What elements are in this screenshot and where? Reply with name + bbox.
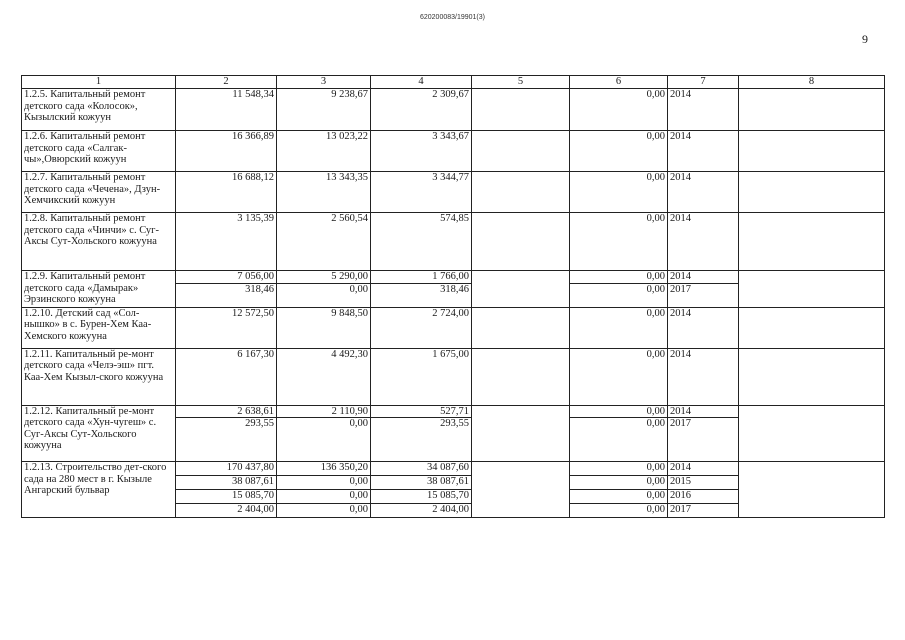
column-8-cell: [739, 348, 885, 405]
item-name-cell: 1.2.11. Капитальный ре-монт детского сада «Челэ-эш» пгт. Каа-Хем Кызыл-ского кожууна: [22, 348, 176, 405]
column-header: 7: [668, 76, 739, 89]
column-header: 6: [570, 76, 668, 89]
total-cell: 3 135,39: [176, 213, 277, 271]
federal-cell: 2 110,90: [277, 405, 371, 418]
column-header: 8: [739, 76, 885, 89]
regional-cell: 1 766,00: [371, 271, 472, 284]
total-cell: 318,46: [176, 283, 277, 307]
total-cell: 2 638,61: [176, 405, 277, 418]
regional-cell: 2 309,67: [371, 89, 472, 131]
federal-cell: 2 560,54: [277, 213, 371, 271]
year-cell: 2014: [668, 462, 739, 476]
year-cell: 2014: [668, 348, 739, 405]
table-row: [22, 348, 885, 405]
regional-cell: 3 343,67: [371, 131, 472, 172]
table-row: [22, 213, 885, 271]
column-6-cell: 0,00: [570, 462, 668, 476]
column-6-cell: 0,00: [570, 418, 668, 462]
column-header: 2: [176, 76, 277, 89]
column-header: 4: [371, 76, 472, 89]
federal-cell: 5 290,00: [277, 271, 371, 284]
item-name-cell: 1.2.7. Капитальный ремонт детского сада «Чечена», Дзун-Хемчикский кожуун: [22, 172, 176, 213]
regional-cell: 574,85: [371, 213, 472, 271]
column-5-cell: [472, 172, 570, 213]
year-cell: 2014: [668, 172, 739, 213]
federal-cell: 9 848,50: [277, 307, 371, 348]
year-cell: 2016: [668, 490, 739, 504]
column-6-cell: 0,00: [570, 490, 668, 504]
year-cell: 2017: [668, 418, 739, 462]
year-cell: 2014: [668, 213, 739, 271]
table-row: [22, 89, 885, 131]
regional-cell: 2 404,00: [371, 504, 472, 518]
column-8-cell: [739, 307, 885, 348]
table-body: [22, 89, 885, 518]
column-8-cell: [739, 172, 885, 213]
column-8-cell: [739, 213, 885, 271]
total-cell: 16 366,89: [176, 131, 277, 172]
column-6-cell: 0,00: [570, 348, 668, 405]
total-cell: 15 085,70: [176, 490, 277, 504]
item-name-cell: 1.2.6. Капитальный ремонт детского сада «Салгак-чы»,Овюрский кожуун: [22, 131, 176, 172]
year-cell: 2014: [668, 89, 739, 131]
table-row: [22, 172, 885, 213]
total-cell: 2 404,00: [176, 504, 277, 518]
item-name-cell: 1.2.5. Капитальный ремонт детского сада «Колосок», Кызылский кожуун: [22, 89, 176, 131]
column-6-cell: 0,00: [570, 271, 668, 284]
federal-cell: 4 492,30: [277, 348, 371, 405]
column-header: 3: [277, 76, 371, 89]
federal-cell: 0,00: [277, 504, 371, 518]
item-name-cell: 1.2.12. Капитальный ре-монт детского сада «Хун-чугеш» с. Суг-Аксы Сут-Хольского кожууна: [22, 405, 176, 462]
column-6-cell: 0,00: [570, 283, 668, 307]
year-cell: 2014: [668, 131, 739, 172]
column-6-cell: 0,00: [570, 476, 668, 490]
federal-cell: 0,00: [277, 283, 371, 307]
column-8-cell: [739, 131, 885, 172]
column-5-cell: [472, 307, 570, 348]
column-6-cell: 0,00: [570, 131, 668, 172]
item-name-cell: 1.2.9. Капитальный ремонт детского сада «Дамырак» Эрзинского кожууна: [22, 271, 176, 308]
table-row: [22, 307, 885, 348]
year-cell: 2014: [668, 271, 739, 284]
column-8-cell: [739, 405, 885, 462]
regional-cell: 1 675,00: [371, 348, 472, 405]
program-table: [21, 75, 885, 518]
year-cell: 2014: [668, 405, 739, 418]
column-8-cell: [739, 89, 885, 131]
regional-cell: 293,55: [371, 418, 472, 462]
federal-cell: 0,00: [277, 476, 371, 490]
header-row: [22, 76, 885, 89]
federal-cell: 9 238,67: [277, 89, 371, 131]
column-5-cell: [472, 89, 570, 131]
regional-cell: 15 085,70: [371, 490, 472, 504]
column-header: 1: [22, 76, 176, 89]
column-5-cell: [472, 462, 570, 518]
regional-cell: 34 087,60: [371, 462, 472, 476]
total-cell: 38 087,61: [176, 476, 277, 490]
column-5-cell: [472, 271, 570, 308]
year-cell: 2017: [668, 283, 739, 307]
page-number: 9: [862, 32, 868, 46]
column-5-cell: [472, 131, 570, 172]
regional-cell: 2 724,00: [371, 307, 472, 348]
regional-cell: 527,71: [371, 405, 472, 418]
column-6-cell: 0,00: [570, 405, 668, 418]
total-cell: 11 548,34: [176, 89, 277, 131]
federal-cell: 13 023,22: [277, 131, 371, 172]
column-5-cell: [472, 213, 570, 271]
regional-cell: 38 087,61: [371, 476, 472, 490]
federal-cell: 0,00: [277, 418, 371, 462]
column-6-cell: 0,00: [570, 504, 668, 518]
federal-cell: 13 343,35: [277, 172, 371, 213]
column-8-cell: [739, 271, 885, 308]
document-id: 620200083/19901(3): [419, 14, 485, 21]
item-name-cell: 1.2.10. Детский сад «Сол-нышко» в с. Бурен-Хем Каа-Хемского кожууна: [22, 307, 176, 348]
total-cell: 16 688,12: [176, 172, 277, 213]
federal-cell: 136 350,20: [277, 462, 371, 476]
item-name-cell: 1.2.13. Строительство дет-ского сада на 280 мест в г. Кызыле Ангарский бульвар: [22, 462, 176, 518]
total-cell: 293,55: [176, 418, 277, 462]
year-cell: 2014: [668, 307, 739, 348]
item-name-cell: 1.2.8. Капитальный ремонт детского сада «Чинчи» с. Суг-Аксы Сут-Хольского кожууна: [22, 213, 176, 271]
total-cell: 12 572,50: [176, 307, 277, 348]
column-6-cell: 0,00: [570, 89, 668, 131]
table-row: [22, 405, 885, 418]
column-8-cell: [739, 462, 885, 518]
column-5-cell: [472, 405, 570, 462]
regional-cell: 3 344,77: [371, 172, 472, 213]
federal-cell: 0,00: [277, 490, 371, 504]
column-6-cell: 0,00: [570, 213, 668, 271]
column-header: 5: [472, 76, 570, 89]
table-row: [22, 131, 885, 172]
year-cell: 2017: [668, 504, 739, 518]
year-cell: 2015: [668, 476, 739, 490]
table-row: [22, 271, 885, 284]
total-cell: 7 056,00: [176, 271, 277, 284]
column-5-cell: [472, 348, 570, 405]
table-row: [22, 462, 885, 476]
column-6-cell: 0,00: [570, 307, 668, 348]
column-6-cell: 0,00: [570, 172, 668, 213]
total-cell: 170 437,80: [176, 462, 277, 476]
total-cell: 6 167,30: [176, 348, 277, 405]
regional-cell: 318,46: [371, 283, 472, 307]
